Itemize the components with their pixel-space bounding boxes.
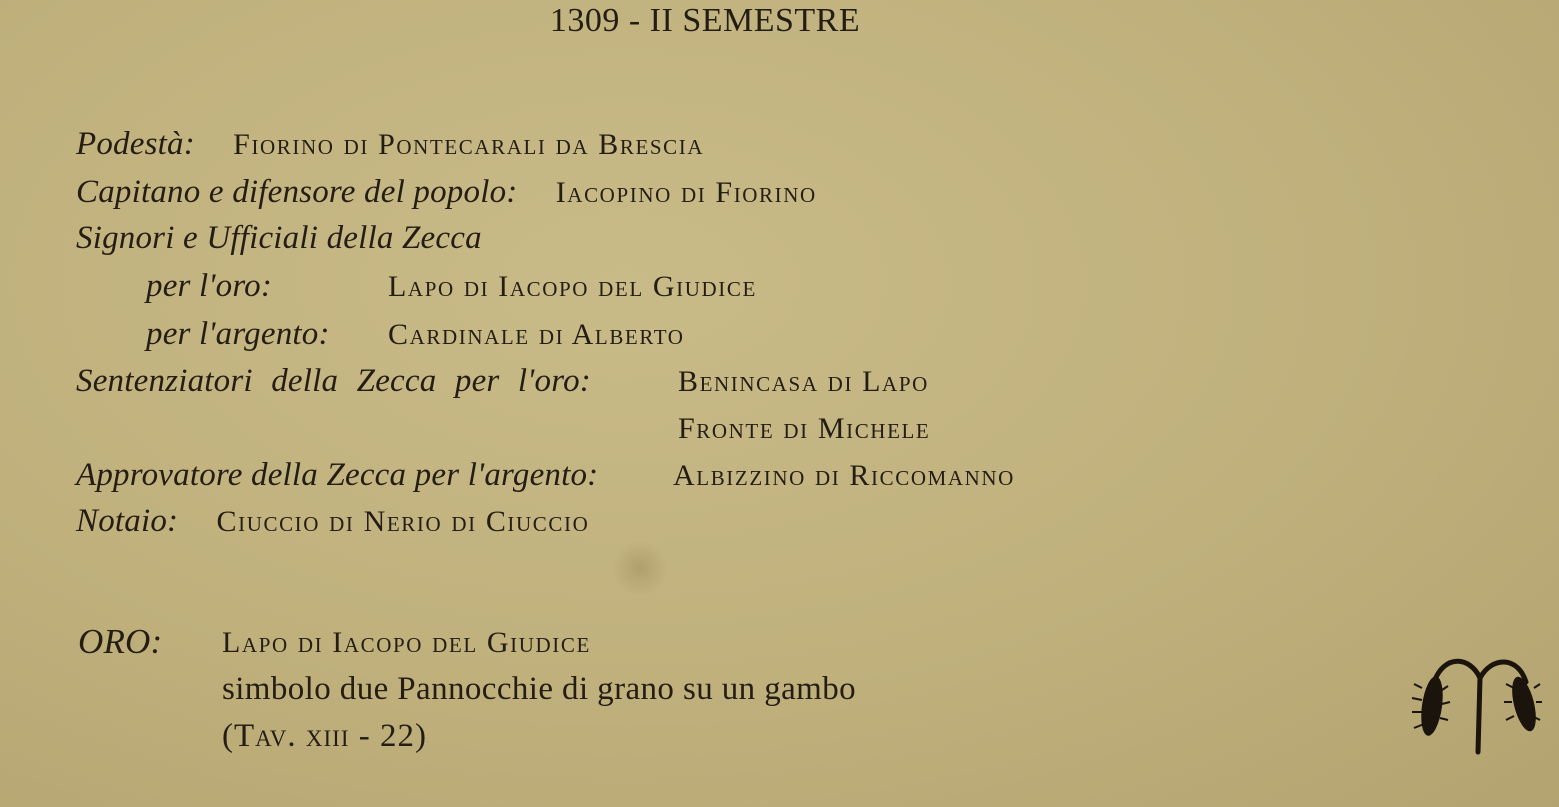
notaio-label: Notaio: xyxy=(76,503,179,539)
podesta-label: Podestà: xyxy=(76,126,195,162)
argento-label: per l'argento: xyxy=(146,316,330,352)
sentenziatori-name-2: Fronte di Michele xyxy=(678,412,931,445)
notaio-name: Ciuccio di Nerio di Ciuccio xyxy=(216,505,590,538)
approvatore-name: Albizzino di Riccomanno xyxy=(673,459,1015,492)
sentenziatori-name-2-wrap xyxy=(678,408,930,449)
signori-line xyxy=(76,218,482,258)
oro-officer-name: Lapo di Iacopo del Giudice xyxy=(388,270,757,303)
coin-symbol-description: simbolo due Pannocchie di grano su un gambo xyxy=(222,671,857,707)
coin-plate-reference: (Tav. xiii - 22) xyxy=(222,718,427,754)
argento-officer-name: Cardinale di Alberto xyxy=(388,318,685,351)
signori-label: Signori e Ufficiali della Zecca xyxy=(76,220,482,256)
approvatore-label: Approvatore della Zecca per l'argento: xyxy=(76,457,599,493)
coin-label-line xyxy=(78,622,162,663)
capitano-line xyxy=(76,172,817,213)
coin-official-name: Lapo di Iacopo del Giudice xyxy=(222,626,591,659)
paper-stain xyxy=(612,540,668,596)
approvatore-line xyxy=(76,455,598,495)
wheat-ears-icon xyxy=(1408,648,1544,758)
coin-plate-wrap xyxy=(222,716,427,756)
capitano-name: Iacopino di Fiorino xyxy=(555,176,817,209)
sentenziatori-name-1-wrap xyxy=(678,361,929,402)
sentenziatori-label: Sentenziatori della Zecca per l'oro: xyxy=(76,363,591,399)
coin-name-wrap xyxy=(222,622,591,663)
approvatore-name-wrap xyxy=(673,455,1015,496)
sentenziatori-name-1: Benincasa di Lapo xyxy=(678,365,929,398)
sentenziatori-line xyxy=(76,361,591,401)
argento-officer-name-wrap xyxy=(388,314,685,355)
coin-label: ORO: xyxy=(78,622,163,661)
capitano-label: Capitano e difensore del popolo: xyxy=(76,174,518,210)
oro-officer-name-wrap xyxy=(388,266,757,307)
notaio-line xyxy=(76,501,589,542)
argento-officer-line xyxy=(146,314,330,354)
coin-symbol-wrap xyxy=(222,669,856,709)
podesta-name: Fiorino di Pontecarali da Brescia xyxy=(233,128,705,161)
oro-officer-line xyxy=(146,266,272,306)
page-heading: 1309 - II SEMESTRE xyxy=(549,2,861,39)
oro-label: per l'oro: xyxy=(146,268,273,304)
podesta-line xyxy=(76,124,704,165)
